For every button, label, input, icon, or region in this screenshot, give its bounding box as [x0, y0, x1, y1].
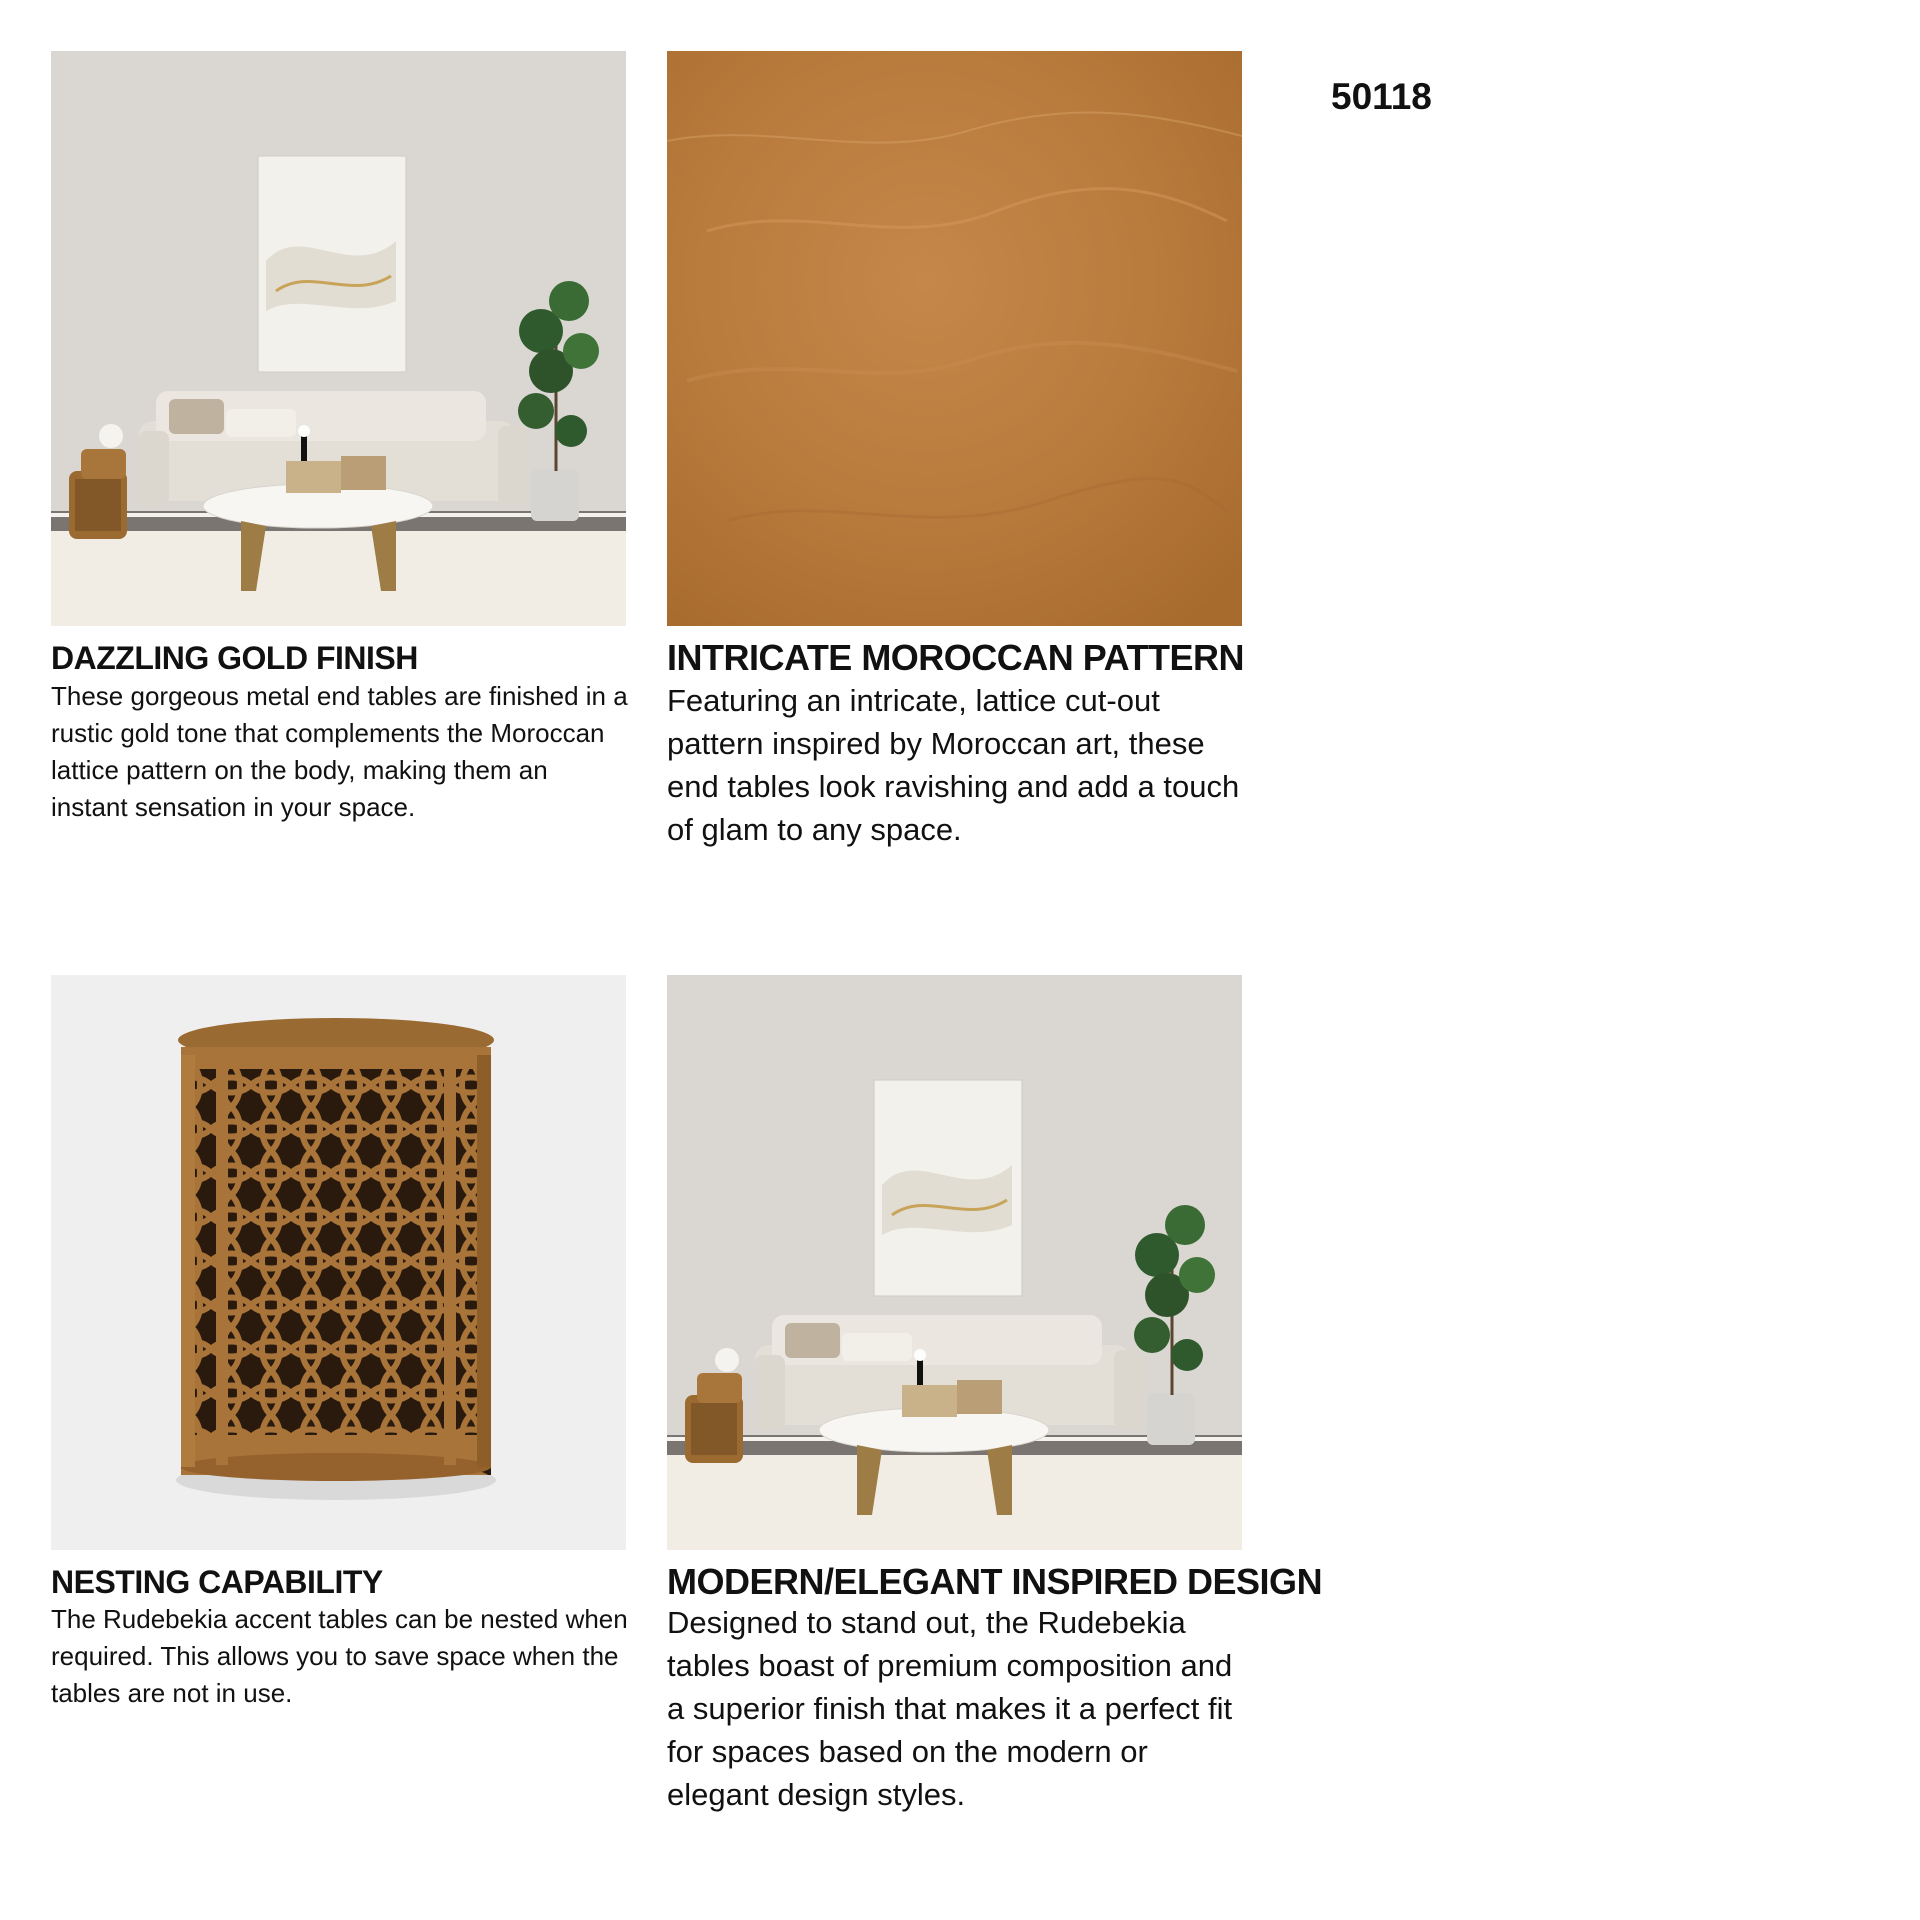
section-body-intricate-moroccan-pattern: Featuring an intricate, lattice cut-out pattern inspired by Moroccan art, these end tables look ravishing and add a touch of glam to any space.	[667, 683, 1240, 847]
section-heading-dazzling-gold-finish: DAZZLING GOLD FINISH	[51, 640, 418, 676]
section-heading-modern-elegant-inspired-design: MODERN/ELEGANT INSPIRED DESIGN	[667, 1561, 1323, 1602]
section-body-modern-elegant-inspired-design: Designed to stand out, the Rudebekia tables boast of premium composition and a superior finish that makes it a perfect fit for spaces based on the modern or elegant design styles.	[667, 1605, 1233, 1812]
gold-lattice-table-photo	[51, 975, 626, 1550]
living-room-photo	[51, 51, 626, 626]
gold-texture-swatch	[667, 51, 1242, 626]
section-body-nesting-capability: The Rudebekia accent tables can be nested when required. This allows you to save space when the tables are not in use.	[51, 1604, 628, 1708]
living-room-photo	[667, 975, 1242, 1550]
sku-number: 50118	[1331, 76, 1432, 117]
section-heading-intricate-moroccan-pattern: INTRICATE MOROCCAN PATTERN	[667, 637, 1244, 678]
section-heading-nesting-capability: NESTING CAPABILITY	[51, 1564, 383, 1600]
section-body-dazzling-gold-finish: These gorgeous metal end tables are finished in a rustic gold tone that complements the Moroccan lattice pattern on the body, making them an instant sensation in your space.	[51, 681, 628, 822]
